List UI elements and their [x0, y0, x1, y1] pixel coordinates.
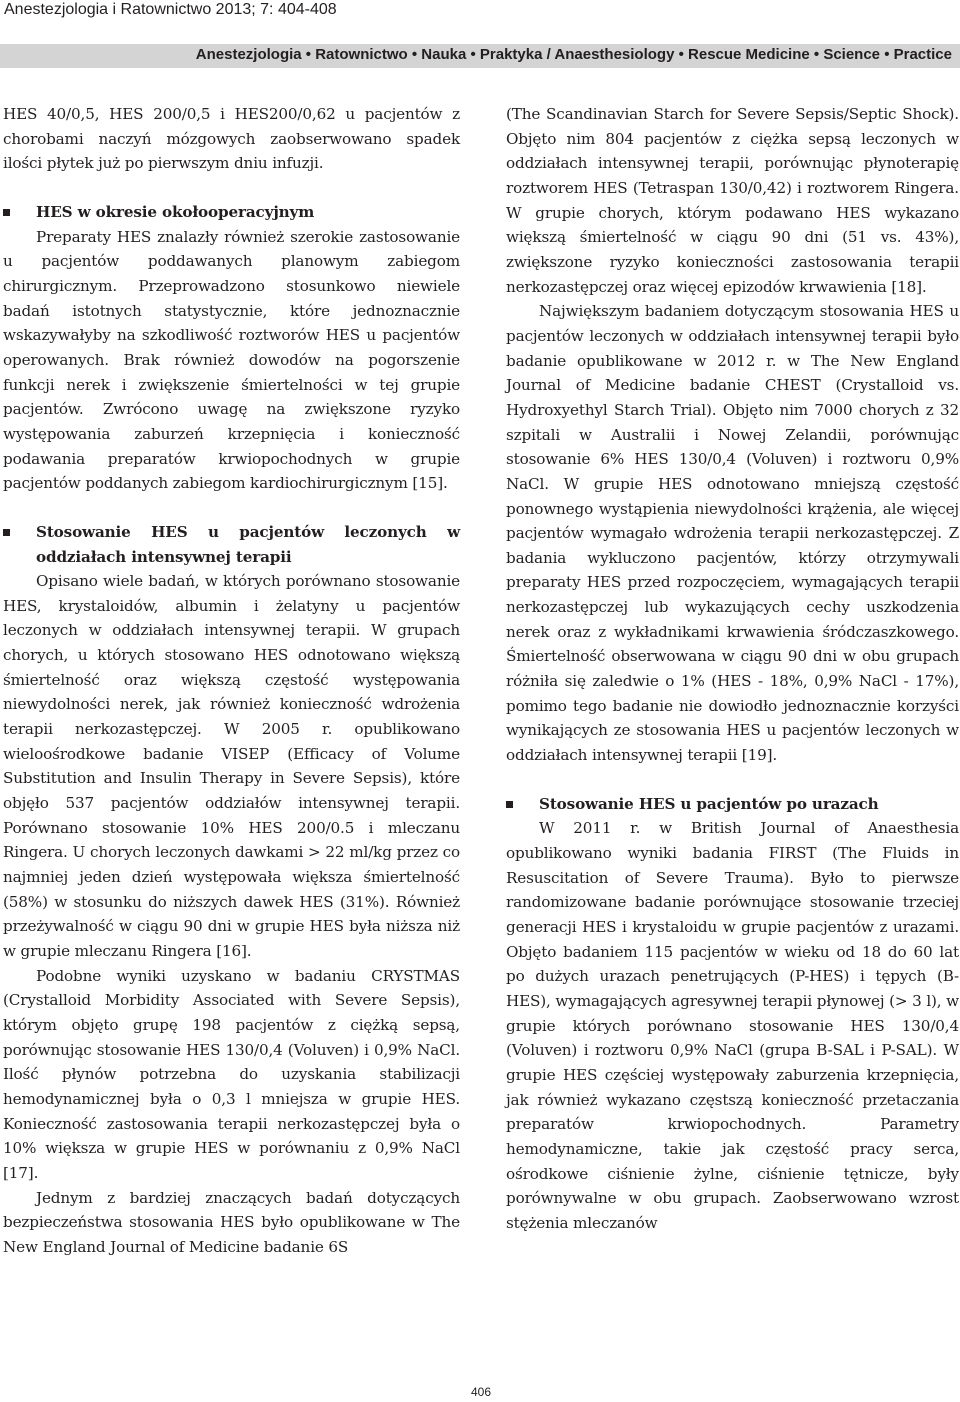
paragraph: Podobne wyniki uzyskano w badaniu CRYSTMAS (Crystalloid Morbidity Associated with Severe Sepsis), którym objęto grupę 198 pacjentów z ciężką sepsą, porównując stosowanie HES 130/0,4 (Voluven) i 0,9% NaCl. Ilość płynów potrzebna do uzyskania stabilizacji hemodynamicznej była o 0,3 l mniejsza w grupie HES. Konieczność zastosowania terapii nerkozastępczej była o 10% większa w grupie HES w porównaniu z 0,9% NaCl [17].: [3, 966, 460, 1182]
journal-title: Anestezjologia • Ratownictwo • Nauka • Praktyka / Anaesthesiology • Rescue Medicine • Science • Practice: [195, 46, 952, 63]
section-heading: [3, 200, 460, 225]
bullet-square-icon: [506, 801, 513, 808]
left-column: [3, 102, 460, 1260]
section-heading: [506, 792, 959, 817]
paragraph: Jednym z bardziej znaczących badań dotyczących bezpieczeństwa stosowania HES było opublikowane w The New England Journal of Medicine badanie 6S: [3, 1188, 460, 1256]
running-head-citation: Anestezjologia i Ratownictwo 2013; 7: 404-408: [4, 1, 337, 18]
paragraph: Opisano wiele badań, w których porównano stosowanie HES, krystaloidów, albumin i żelatyny u pacjentów leczonych w oddziałach intensywnej terapii. W grupach chorych, u których stosowano HES odnotowano większą śmiertelność oraz większą częstość występowania niewydolności nerek, jak również konieczność wdrożenia terapii nerkozastępczej. W 2005 r. opublikowano wieloośrodkowe badanie VISEP (Efficacy of Volume Substitution and Insulin Therapy in Severe Sepsis), które objęło 537 pacjentów oddziałów intensywnej terapii. Porównano stosowanie 10% HES 200/0.5 i mleczanu Ringera. U chorych leczonych dawkami > 22 ml/kg przez co najmniej jeden dzień występowała większa śmiertelność (58%) w stosunku do niższych dawek HES (31%). Również przeżywalność w ciągu 90 dni w grupie HES była niższa niż w grupie mleczanu Ringera [16].: [3, 572, 460, 960]
paragraph: W 2011 r. w British Journal of Anaesthesia opublikowano wyniki badania FIRST (The Fluids in Resuscitation of Severe Trauma). Było to pierwsze randomizowane badanie porównujące stosowanie trzeciej generacji HES i krystaloidu w grupie pacjentów z urazami. Objęto badaniem 115 pacjentów w wieku od 18 do 60 lat po dużych urazach penetrujących (P-HES) i tępych (B-HES), wymagających agresywnej terapii płynowej (> 3 l), w grupie których porównano stosowanie HES 130/0,4 (Voluven) i roztworu 0,9% NaCl (grupa B-SAL i P-SAL). W grupie HES częściej występowały zaburzenia krzepnięcia, jak również wykazano częstszą konieczność przetaczania preparatów krwiopochodnych. Parametry hemodynamiczne, takie jak częstość pracy serca, ośrodkowe ciśnienie żylne, ciśnienie tętnicze, były porównywalne w obu grupach. Zaobserwowano wzrost stężenia mleczanów: [506, 819, 960, 1232]
section-heading-text: Stosowanie HES u pacjentów leczonych w oddziałach intensywnej terapii: [36, 522, 460, 566]
section-heading-text: HES w okresie okołooperacyjnym: [36, 202, 315, 221]
section-heading-text: Stosowanie HES u pacjentów po urazach: [539, 794, 879, 813]
paragraph: HES 40/0,5, HES 200/0,5 i HES200/0,62 u pacjentów z chorobami naczyń mózgowych zaobserwowano spadek ilości płytek już po pierwszym dniu infuzji.: [3, 105, 460, 173]
page-number: 406: [471, 1385, 492, 1399]
right-column: [506, 102, 959, 1236]
paragraph: Największym badaniem dotyczącym stosowania HES u pacjentów leczonych w oddziałach intensywnej terapii było badanie opublikowane w 2012 r. w The New England Journal of Medicine badanie CHEST (Crystalloid vs. Hydroxyethyl Starch Trial). Objęto nim 7000 chorych z 32 szpitali w Australii i Nowej Zelandii, porównując stosowanie 6% HES 130/0,4 (Voluven) i roztworu 0,9% NaCl. W grupie HES odnotowano mniejszą częstość ponownego wystąpienia niewydolności krążenia, ale więcej pacjentów wymagało wdrożenia terapii nerkozastępczej. Z badania wykluczono pacjentów, którzy otrzymywali preparaty HES przed rozpoczęciem, wymagających terapii nerkozastępczej lub wykazujących cechy uszkodzenia nerek oraz z wykładnikami krwawienia śródczaszkowego. Śmiertelność obserwowana w ciągu 90 dni w obu grupach różniła się zaledwie o 1% (HES - 18%, 0,9% NaCl - 17%), pomimo tego badanie nie dowiodło jednoznacznie korzyści wynikających ze stosowania HES u pacjentów leczonych w oddziałach intensywnej terapii [19].: [506, 302, 959, 765]
paragraph: Preparaty HES znalazły również szerokie zastosowanie u pacjentów poddawanych planowym zabiegom chirurgicznym. Przeprowadzono stosunkowo niewiele badań istotnych statystycznie, które jednoznacznie wskazywałyby na szkodliwość roztworów HES u pacjentów operowanych. Brak również dowodów na pogorszenie funkcji nerek i zwiększenie śmiertelności w tej grupie pacjentów. Zwrócono uwagę na zwiększone ryzyko występowania zaburzeń krzepnięcia i konieczność podawania preparatów krwiopochodnych w grupie pacjentów poddanych zabiegom kardiochirurgicznym [15].: [3, 227, 460, 493]
bullet-square-icon: [3, 529, 10, 536]
paragraph: (The Scandinavian Starch for Severe Sepsis/Septic Shock). Objęto nim 804 pacjentów z ciężka sepsą leczonych w oddziałach intensywnej terapii, porównując płynoterapię roztworem HES (Tetraspan 130/0,42) i roztworem Ringera. W grupie chorych, którym podawano HES wykazano większą śmiertelność w ciągu 90 dni (51 vs. 43%), zwiększone ryzyko konieczności zastosowania terapii nerkozastępczej oraz więcej epizodów krwawienia [18].: [506, 105, 959, 296]
section-heading: [3, 520, 460, 569]
bullet-square-icon: [3, 209, 10, 216]
journal-title-band: [0, 44, 960, 68]
